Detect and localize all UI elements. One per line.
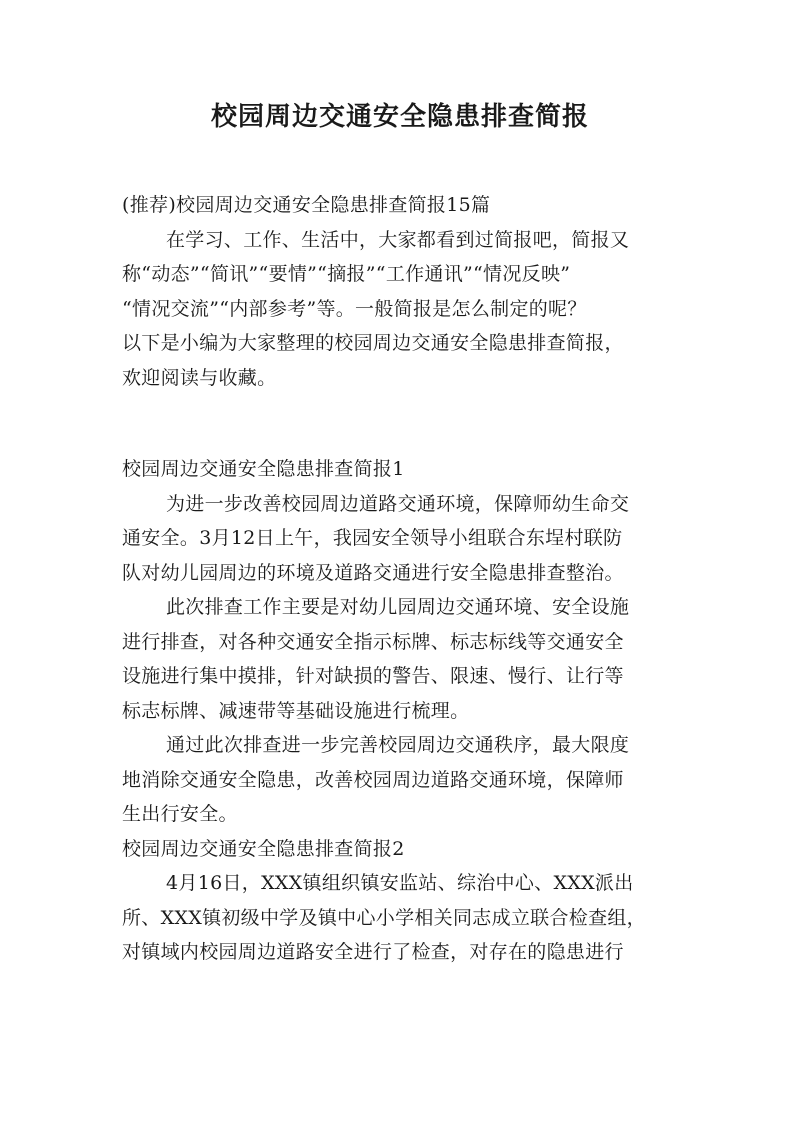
paragraph-line: 通过此次排查进一步完善校园周边交通秩序，最大限度 xyxy=(166,734,630,756)
paragraph-line: 此次排查工作主要是对幼儿园周边交通环境、安全设施 xyxy=(166,596,630,618)
section1-paragraph-1 xyxy=(122,487,694,591)
intro-line: 在学习、工作、生活中，大家都看到过简报吧，简报又 xyxy=(166,228,630,251)
section1-paragraph-3 xyxy=(122,728,694,832)
paragraph-line: 为进一步改善校园周边道路交通环境，保障师幼生命交 xyxy=(166,492,630,515)
paragraph-line: 地消除交通安全隐患，改善校园周边道路交通环境，保障师 xyxy=(122,768,624,791)
intro-line: 称“动态”“简讯”“要情”“摘报”“工作通讯”“情况反映” xyxy=(122,263,571,285)
paragraph-line: 通安全。3月12日上午，我园安全领导小组联合东埕村联防 xyxy=(122,527,623,549)
section1-heading: 校园周边交通安全隐患排查简报1 xyxy=(122,458,405,480)
paragraph-line: 设施进行集中摸排，针对缺损的警告、限速、慢行、让行等 xyxy=(122,665,624,687)
paragraph-line: 对镇域内校园周边道路安全进行了检查，对存在的隐患进行 xyxy=(122,941,624,963)
intro-paragraph xyxy=(122,223,694,396)
document-subtitle: (推荐)校园周边交通安全隐患排查简报15篇 xyxy=(122,194,491,216)
section2-heading: 校园周边交通安全隐患排查简报2 xyxy=(122,837,405,860)
paragraph-line: 队对幼儿园周边的环境及道路交通进行安全隐患排查整治。 xyxy=(122,561,624,584)
section-spacer xyxy=(122,395,694,452)
intro-line: 欢迎阅读与收藏。 xyxy=(122,366,277,389)
document-body xyxy=(122,188,694,970)
intro-line: 以下是小编为大家整理的校园周边交通安全隐患排查简报， xyxy=(122,332,624,354)
section2-paragraph-1 xyxy=(122,866,694,970)
paragraph-line: 标志标牌、减速带等基础设施进行梳理。 xyxy=(122,699,470,722)
paragraph-line: 进行排查，对各种交通安全指示标牌、标志标线等交通安全 xyxy=(122,630,624,653)
paragraph-line: 所、XXX镇初级中学及镇中心小学相关同志成立联合检查组， xyxy=(122,906,646,929)
section1-paragraph-2 xyxy=(122,590,694,728)
intro-line: “情况交流”“内部参考”等。一般简报是怎么制定的呢？ xyxy=(122,297,587,320)
paragraph-line: 4月16日，XXX镇组织镇安监站、综治中心、XXX派出 xyxy=(166,872,634,894)
document-title: 校园周边交通安全隐患排查简报 xyxy=(210,102,589,132)
paragraph-line: 生出行安全。 xyxy=(122,803,238,825)
